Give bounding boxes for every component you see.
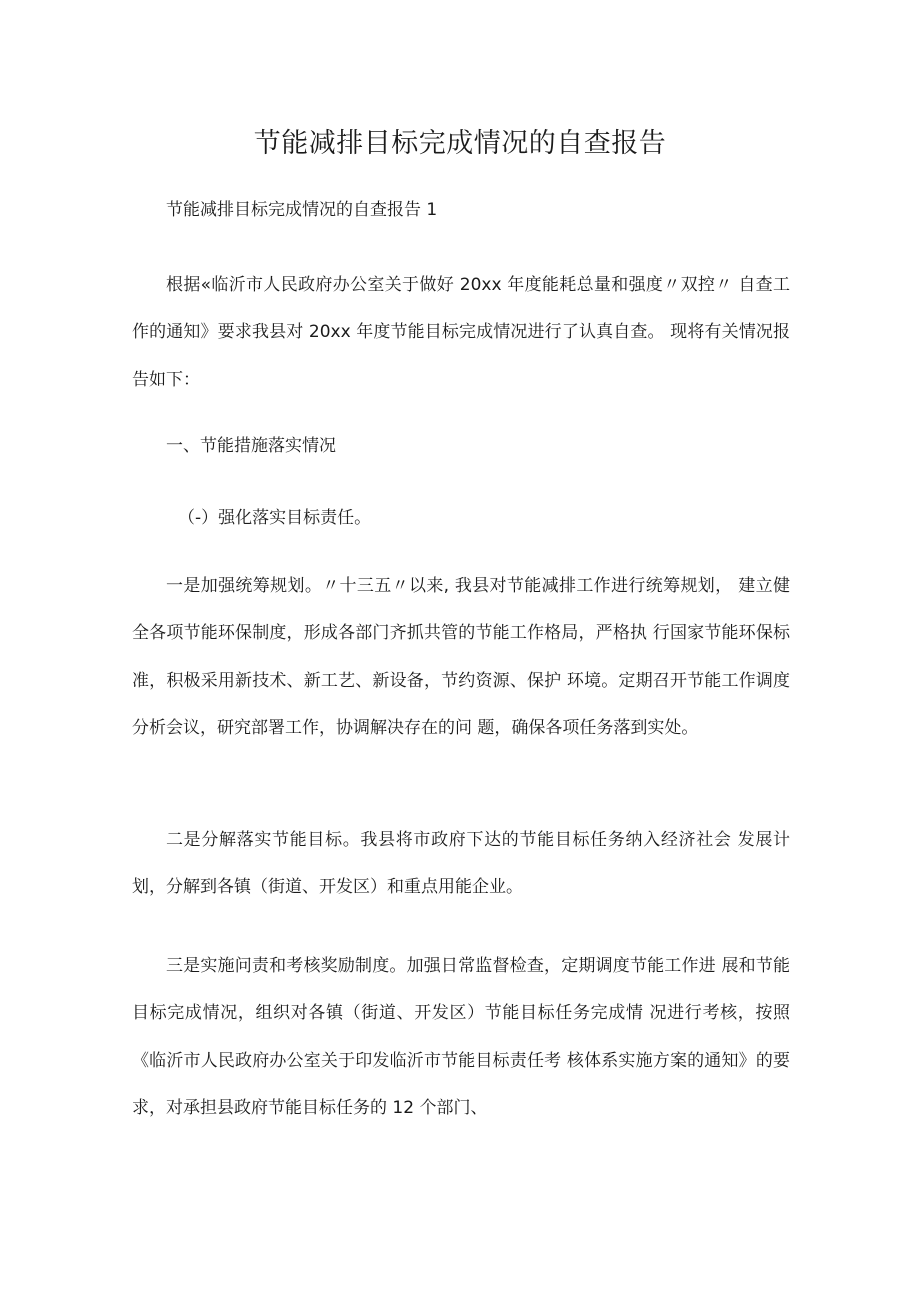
document-title: 节能减排目标完成情况的自查报告 [253,128,667,159]
subsection-heading: （-）强化落实目标责任。 [178,508,372,528]
document-subtitle: 节能减排目标完成情况的自查报告 1 [166,200,438,220]
paragraph-three: 三是实施问责和考核奖励制度。加强日常监督检查，定期调度节能工作进 展和节能目标完成情况，组织对各镇（街道、开发区）节能目标任务完成情 况进行考核，按照《临沂市人民政府办公室关于印发临沂市节能目标责任考 核体系实施方案的通知》的要求，对承担县政府节能目标任务的 12 个部门、 [132,956,790,1118]
paragraph-two: 二是分解落实节能目标。我县将市政府下达的节能目标任务纳入经济社会 发展计划，分解到各镇（街道、开发区）和重点用能企业。 [132,830,790,898]
intro-paragraph: 根据«临沂市人民政府办公室关于做好 20xx 年度能耗总量和强度〃双控〃 自查工作的通知》要求我县对 20xx 年度节能目标完成情况进行了认真自查。 现将有关情况报告如下： [132,275,790,390]
section-heading: 一、节能措施落实情况 [166,436,336,456]
paragraph-one: 一是加强统筹规划。〃十三五〃以来, 我县对节能减排工作进行统筹规划， 建立健全各项节能环保制度，形成各部门齐抓共管的节能工作格局，严格执 行国家节能环保标准，积极采用新技术、新工艺、新设备，节约资源、保护 环境。定期召开节能工作调度分析会议，研究部署工作，协调解决存在的问 题，确保各项任务落到实处。 [132,576,790,738]
